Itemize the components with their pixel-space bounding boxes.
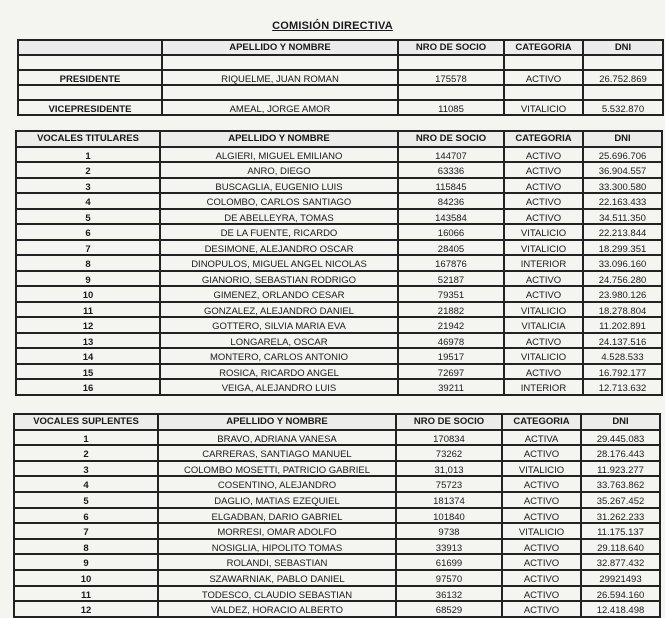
categoria-cell: VITALICIO	[502, 523, 581, 539]
spacer-row	[18, 85, 663, 100]
categoria-cell: ACTIVO	[502, 476, 581, 492]
autoridades-table	[17, 39, 664, 116]
socio-cell: 181374	[396, 492, 502, 508]
cargo-presidente: PRESIDENTE	[18, 70, 162, 85]
table-row	[14, 445, 660, 461]
table-row	[16, 379, 662, 395]
categoria-cell: ACTIVO	[502, 554, 581, 570]
categoria-cell: INTERIOR	[504, 255, 583, 271]
table-row	[14, 492, 660, 508]
row-number: 3	[16, 178, 160, 194]
table-row	[16, 147, 662, 163]
socio-cell: 68529	[396, 601, 502, 617]
header-categoria: CATEGORIA	[504, 40, 583, 55]
row-number: 16	[16, 379, 160, 395]
table-row	[14, 461, 660, 477]
row-number: 6	[16, 224, 160, 240]
row-number: 15	[16, 364, 160, 380]
row-number: 8	[16, 255, 160, 271]
table-row	[14, 476, 660, 492]
nombre-cell: MORRESI, OMAR ADOLFO	[158, 523, 396, 539]
row-number: 4	[16, 193, 160, 209]
table-row	[16, 348, 662, 364]
table-row	[14, 601, 660, 617]
categoria-cell: INTERIOR	[504, 379, 583, 395]
dni-cell: 22.163.433	[583, 193, 662, 209]
categoria-cell: ACTIVO	[502, 508, 581, 524]
socio-cell: 144707	[398, 147, 504, 163]
socio-cell: 63336	[398, 162, 504, 178]
dni-cell: 11.175.137	[581, 523, 660, 539]
cargo-vicepresidente: VICEPRESIDENTE	[18, 100, 162, 115]
table-row	[14, 586, 660, 602]
socio-cell: 115845	[398, 178, 504, 194]
nombre-cell: VALDEZ, HORACIO ALBERTO	[158, 601, 396, 617]
section-label: VOCALES TITULARES	[16, 131, 160, 147]
table-row	[16, 224, 662, 240]
nombre-vicepresidente: AMEAL, JORGE AMOR	[162, 100, 398, 115]
row-number: 6	[14, 508, 158, 524]
socio-cell: 84236	[398, 193, 504, 209]
socio-cell: 170834	[396, 430, 502, 446]
nombre-cell: LONGARELA, OSCAR	[160, 333, 398, 349]
socio-cell: 73262	[396, 445, 502, 461]
dni-cell: 34.511.350	[583, 209, 662, 225]
categoria-cell: ACTIVA	[502, 430, 581, 446]
dni-cell: 22.213.844	[583, 224, 662, 240]
table-row	[16, 162, 662, 178]
nombre-cell: ELGADBAN, DARIO GABRIEL	[158, 508, 396, 524]
categoria-cell: ACTIVO	[504, 147, 583, 163]
table-row	[16, 240, 662, 256]
section-label: VOCALES SUPLENTES	[14, 414, 158, 430]
nombre-presidente: RIQUELME, JUAN ROMAN	[162, 70, 398, 85]
table-row	[16, 302, 662, 318]
nombre-cell: SZAWARNIAK, PABLO DANIEL	[158, 570, 396, 586]
socio-cell: 28405	[398, 240, 504, 256]
table-row	[14, 570, 660, 586]
row-number: 4	[14, 476, 158, 492]
socio-cell: 52187	[398, 271, 504, 287]
nombre-cell: MONTERO, CARLOS ANTONIO	[160, 348, 398, 364]
socio-cell: 33913	[396, 539, 502, 555]
nombre-cell: COLOMBO, CARLOS SANTIAGO	[160, 193, 398, 209]
dni-cell: 11.202.891	[583, 317, 662, 333]
dni-cell: 29.445.083	[581, 430, 660, 446]
nombre-cell: BUSCAGLIA, EUGENIO LUIS	[160, 178, 398, 194]
socio-cell: 31,013	[396, 461, 502, 477]
nombre-cell: DE ABELLEYRA, TOMAS	[160, 209, 398, 225]
dni-vicepresidente: 5.532.870	[583, 100, 663, 115]
row-number: 9	[14, 554, 158, 570]
dni-cell: 23.980.126	[583, 286, 662, 302]
header-categoria: CATEGORIA	[502, 414, 581, 430]
row-number: 11	[14, 586, 158, 602]
nombre-cell: DESIMONE, ALEJANDRO OSCAR	[160, 240, 398, 256]
dni-cell: 33.096.160	[583, 255, 662, 271]
categoria-cell: ACTIVO	[502, 586, 581, 602]
table-row	[16, 333, 662, 349]
header-nro-socio: NRO DE SOCIO	[398, 40, 504, 55]
table-row	[14, 430, 660, 446]
nombre-cell: CARRERAS, SANTIAGO MANUEL	[158, 445, 396, 461]
categoria-cell: ACTIVO	[502, 492, 581, 508]
row-number: 7	[14, 523, 158, 539]
categoria-vicepresidente: VITALICIO	[504, 100, 583, 115]
socio-cell: 167876	[398, 255, 504, 271]
table-row	[14, 523, 660, 539]
nombre-cell: GIANORIO, SEBASTIAN RODRIGO	[160, 271, 398, 287]
categoria-cell: ACTIVO	[502, 570, 581, 586]
header-cargo	[18, 40, 162, 55]
table-row	[14, 508, 660, 524]
dni-cell: 26.594.160	[581, 586, 660, 602]
categoria-presidente: ACTIVO	[504, 70, 583, 85]
nombre-cell: GOTTERO, SILVIA MARIA EVA	[160, 317, 398, 333]
table-row	[16, 271, 662, 287]
row-number: 14	[16, 348, 160, 364]
dni-cell: 16.792.177	[583, 364, 662, 380]
nombre-cell: VEIGA, ALEJANDRO LUIS	[160, 379, 398, 395]
categoria-cell: ACTIVO	[504, 364, 583, 380]
row-number: 3	[14, 461, 158, 477]
table-row	[16, 317, 662, 333]
socio-cell: 75723	[396, 476, 502, 492]
row-number: 7	[16, 240, 160, 256]
nombre-cell: COLOMBO MOSETTI, PATRICIO GABRIEL	[158, 461, 396, 477]
header-apellido-nombre: APELLIDO Y NOMBRE	[160, 131, 398, 147]
page-title: COMISIÓN DIRECTIVA	[272, 20, 393, 32]
dni-cell: 29921493	[581, 570, 660, 586]
dni-cell: 32.877.432	[581, 554, 660, 570]
header-apellido-nombre: APELLIDO Y NOMBRE	[162, 40, 398, 55]
dni-cell: 11.923.277	[581, 461, 660, 477]
categoria-cell: VITALICIO	[504, 302, 583, 318]
vocales-titulares-table	[15, 130, 663, 396]
categoria-cell: ACTIVO	[504, 162, 583, 178]
header-categoria: CATEGORIA	[504, 131, 583, 147]
socio-cell: 21882	[398, 302, 504, 318]
socio-cell: 72697	[398, 364, 504, 380]
nombre-cell: DINOPULOS, MIGUEL ANGEL NICOLAS	[160, 255, 398, 271]
socio-cell: 61699	[396, 554, 502, 570]
dni-cell: 24.756.280	[583, 271, 662, 287]
table-row	[14, 539, 660, 555]
dni-cell: 36.904.557	[583, 162, 662, 178]
row-number: 8	[14, 539, 158, 555]
header-row	[14, 414, 660, 430]
row-number: 10	[14, 570, 158, 586]
table-row	[14, 554, 660, 570]
dni-cell: 33.763.862	[581, 476, 660, 492]
categoria-cell: ACTIVO	[504, 193, 583, 209]
table-row	[16, 178, 662, 194]
dni-cell: 31.262.233	[581, 508, 660, 524]
categoria-cell: ACTIVO	[502, 445, 581, 461]
table-row	[16, 286, 662, 302]
nombre-cell: DAGLIO, MATIAS EZEQUIEL	[158, 492, 396, 508]
table-row	[16, 193, 662, 209]
dni-cell: 12.713.632	[583, 379, 662, 395]
categoria-cell: VITALICIA	[504, 317, 583, 333]
header-row	[16, 131, 662, 147]
header-dni: DNI	[583, 131, 662, 147]
nombre-cell: ANRO, DIEGO	[160, 162, 398, 178]
presidente-row	[18, 70, 663, 85]
categoria-cell: ACTIVO	[504, 209, 583, 225]
nombre-cell: ROLANDI, SEBASTIAN	[158, 554, 396, 570]
header-nro-socio: NRO DE SOCIO	[396, 414, 502, 430]
row-number: 10	[16, 286, 160, 302]
socio-cell: 101840	[396, 508, 502, 524]
row-number: 13	[16, 333, 160, 349]
nombre-cell: NOSIGLIA, HIPOLITO TOMAS	[158, 539, 396, 555]
row-number: 1	[16, 147, 160, 163]
row-number: 2	[14, 445, 158, 461]
table-row	[16, 255, 662, 271]
nombre-cell: COSENTINO, ALEJANDRO	[158, 476, 396, 492]
dni-cell: 29.118.640	[581, 539, 660, 555]
categoria-cell: ACTIVO	[502, 539, 581, 555]
categoria-cell: ACTIVO	[504, 178, 583, 194]
header-dni: DNI	[581, 414, 660, 430]
socio-cell: 21942	[398, 317, 504, 333]
dni-cell: 35.267.452	[581, 492, 660, 508]
row-number: 5	[14, 492, 158, 508]
categoria-cell: ACTIVO	[502, 601, 581, 617]
nombre-cell: ALGIERI, MIGUEL EMILIANO	[160, 147, 398, 163]
spacer-row	[18, 55, 663, 70]
categoria-cell: ACTIVO	[504, 271, 583, 287]
socio-cell: 36132	[396, 586, 502, 602]
dni-presidente: 26.752.869	[583, 70, 663, 85]
header-apellido-nombre: APELLIDO Y NOMBRE	[158, 414, 396, 430]
categoria-cell: VITALICIO	[502, 461, 581, 477]
socio-cell: 143584	[398, 209, 504, 225]
dni-cell: 33.300.580	[583, 178, 662, 194]
dni-cell: 12.418.498	[581, 601, 660, 617]
dni-cell: 4.528.533	[583, 348, 662, 364]
dni-cell: 24.137.516	[583, 333, 662, 349]
socio-cell: 39211	[398, 379, 504, 395]
table-row	[16, 364, 662, 380]
nombre-cell: GIMENEZ, ORLANDO CESAR	[160, 286, 398, 302]
nombre-cell: BRAVO, ADRIANA VANESA	[158, 430, 396, 446]
row-number: 1	[14, 430, 158, 446]
row-number: 11	[16, 302, 160, 318]
vocales-suplentes-table	[13, 413, 661, 618]
socio-cell: 46978	[398, 333, 504, 349]
socio-cell: 16066	[398, 224, 504, 240]
socio-cell: 19517	[398, 348, 504, 364]
nombre-cell: GONZALEZ, ALEJANDRO DANIEL	[160, 302, 398, 318]
row-number: 5	[16, 209, 160, 225]
header-nro-socio: NRO DE SOCIO	[398, 131, 504, 147]
nombre-cell: TODESCO, CLAUDIO SEBASTIAN	[158, 586, 396, 602]
socio-cell: 9738	[396, 523, 502, 539]
socio-cell: 79351	[398, 286, 504, 302]
header-dni: DNI	[583, 40, 663, 55]
dni-cell: 18.278.804	[583, 302, 662, 318]
categoria-cell: VITALICIO	[504, 348, 583, 364]
row-number: 12	[16, 317, 160, 333]
row-number: 9	[16, 271, 160, 287]
dni-cell: 25.696.706	[583, 147, 662, 163]
nombre-cell: ROSICA, RICARDO ANGEL	[160, 364, 398, 380]
nombre-cell: DE LA FUENTE, RICARDO	[160, 224, 398, 240]
dni-cell: 28.176.443	[581, 445, 660, 461]
header-row	[18, 40, 663, 55]
row-number: 2	[16, 162, 160, 178]
table-row	[16, 209, 662, 225]
categoria-cell: VITALICIO	[504, 224, 583, 240]
row-number: 12	[14, 601, 158, 617]
dni-cell: 18.299.351	[583, 240, 662, 256]
categoria-cell: ACTIVO	[504, 333, 583, 349]
socio-presidente: 175578	[398, 70, 504, 85]
categoria-cell: ACTIVO	[504, 286, 583, 302]
categoria-cell: VITALICIO	[504, 240, 583, 256]
socio-cell: 97570	[396, 570, 502, 586]
socio-vicepresidente: 11085	[398, 100, 504, 115]
vicepresidente-row	[18, 100, 663, 115]
